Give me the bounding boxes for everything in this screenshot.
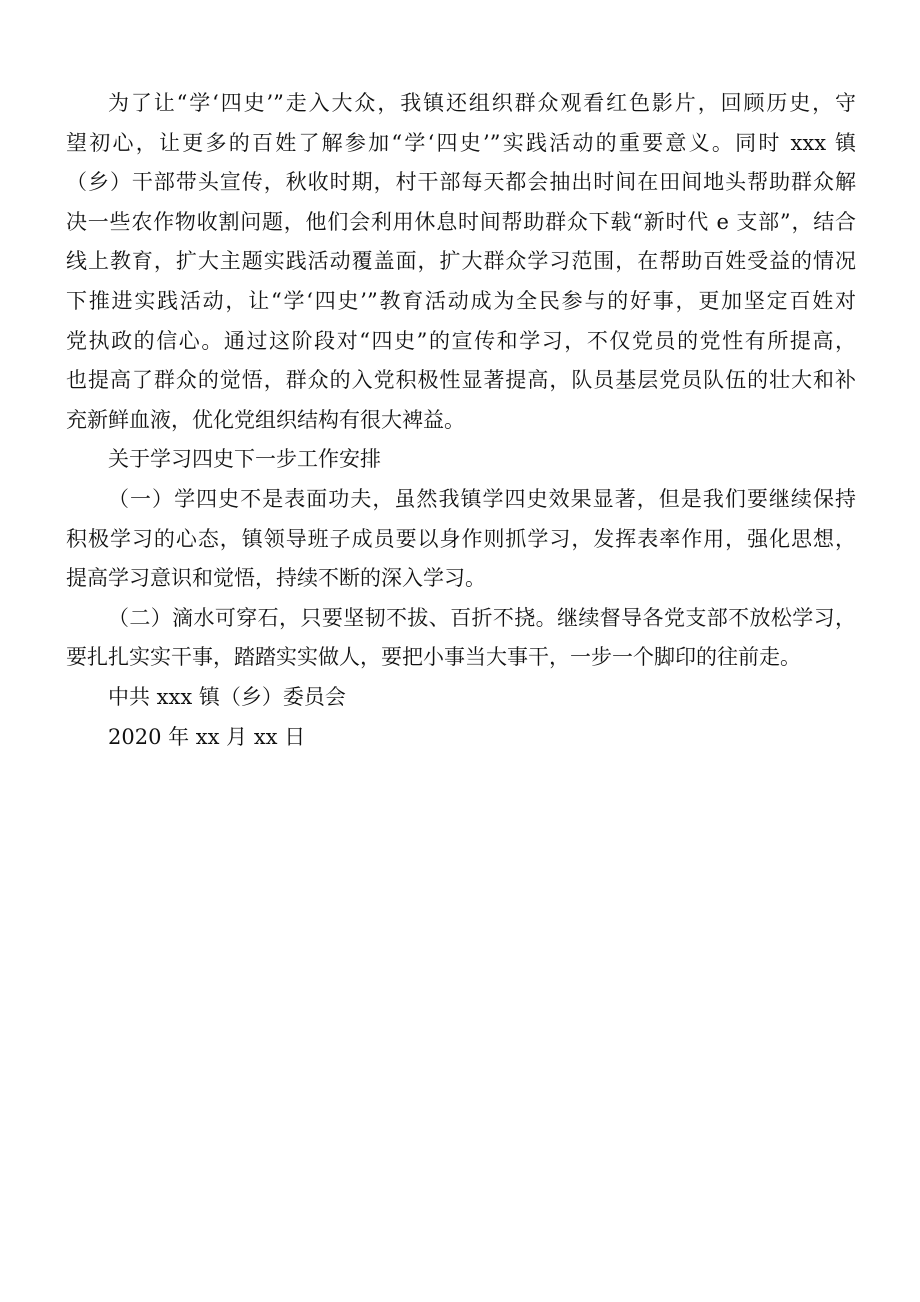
work-item-2 — [66, 599, 856, 678]
paragraph-1-line: 线上教育，扩大主题实践活动覆盖面，扩大群众学习范围，在帮助百姓受益的情况 — [66, 249, 856, 274]
paragraph-1-line: 望初心，让更多的百姓了解参加“学‘四史’”实践活动的重要意义。同时 xxx 镇 — [66, 130, 856, 155]
work-item-1-line: 提高学习意识和觉悟，持续不断的深入学习。 — [66, 566, 486, 591]
paragraph-1-line: 决一些农作物收割问题，他们会利用休息时间帮助群众下载“新时代 e 支部”，结合 — [66, 209, 856, 234]
paragraph-1-line: （乡）干部带头宣传，秋收时期，村干部每天都会抽出时间在田间地头帮助群众解 — [66, 170, 856, 195]
work-item-1-line: （一）学四史不是表面功夫，虽然我镇学四史效果显著，但是我们要继续保持 — [108, 486, 856, 511]
work-item-2-line: （二）滴水可穿石，只要坚韧不拔、百折不挠。继续督导各党支部不放松学习， — [108, 605, 856, 630]
signature-line: 中共 xxx 镇（乡）委员会 — [108, 684, 346, 709]
paragraph-1-line: 下推进实践活动，让“学‘四史’”教育活动成为全民参与的好事，更加坚定百姓对 — [66, 288, 856, 313]
paragraph-1-line: 党执政的信心。通过这阶段对“四史”的宣传和学习，不仅党员的党性有所提高， — [66, 328, 856, 353]
section-heading: 关于学习四史下一步工作安排 — [108, 447, 381, 472]
paragraph-1-line: 为了让“学‘四史’”走入大众，我镇还组织群众观看红色影片，回顾历史，守 — [108, 91, 856, 115]
document-body — [66, 84, 856, 757]
date-line: 2020 年 xx 月 xx 日 — [108, 724, 306, 749]
paragraph-1 — [66, 84, 856, 440]
work-item-1 — [66, 480, 856, 599]
work-item-2-line: 要扎扎实实干事，踏踏实实做人，要把小事当大事干，一步一个脚印的往前走。 — [66, 645, 801, 670]
paragraph-1-line: 充新鲜血液，优化党组织结构有很大裨益。 — [66, 407, 465, 432]
work-item-1-line: 积极学习的心态，镇领导班子成员要以身作则抓学习，发挥表率作用，强化思想， — [66, 526, 856, 551]
paragraph-1-line: 也提高了群众的觉悟，群众的入党积极性显著提高，队员基层党员队伍的壮大和补 — [66, 368, 856, 393]
